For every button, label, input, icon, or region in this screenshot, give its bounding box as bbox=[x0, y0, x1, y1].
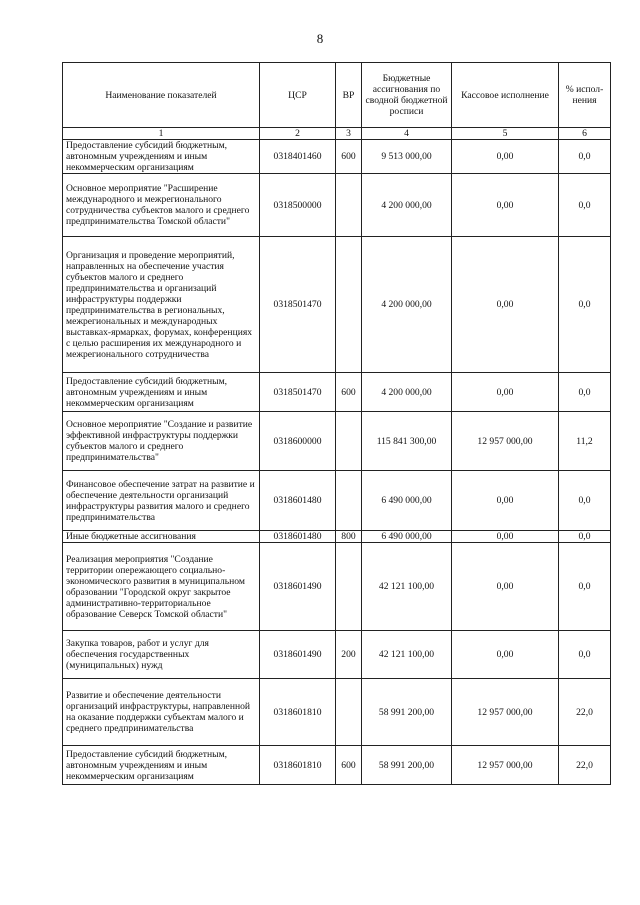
row-percent: 0,0 bbox=[559, 174, 611, 237]
row-percent: 0,0 bbox=[559, 631, 611, 679]
row-percent: 0,0 bbox=[559, 531, 611, 543]
row-csr: 0318601490 bbox=[260, 543, 336, 631]
table-row bbox=[63, 373, 611, 412]
row-csr: 0318601480 bbox=[260, 471, 336, 531]
row-vr: 200 bbox=[336, 631, 362, 679]
row-name: Предоставление субсидий бюджетным, автономным учреждениям и иным некоммерческим организациям bbox=[63, 373, 260, 412]
row-percent: 0,0 bbox=[559, 471, 611, 531]
table-row bbox=[63, 471, 611, 531]
header-cash: Кассовое исполнение bbox=[452, 63, 559, 128]
table-row bbox=[63, 543, 611, 631]
row-percent: 0,0 bbox=[559, 373, 611, 412]
header-budget: Бюджетные ассигнования по сводной бюджетной росписи bbox=[362, 63, 452, 128]
row-vr bbox=[336, 174, 362, 237]
row-vr: 600 bbox=[336, 140, 362, 174]
row-cash: 0,00 bbox=[452, 471, 559, 531]
row-cash: 0,00 bbox=[452, 237, 559, 373]
row-vr bbox=[336, 237, 362, 373]
row-percent: 22,0 bbox=[559, 746, 611, 785]
row-name: Основное мероприятие "Расширение международного и межрегионального сотрудничества субъектов малого и среднего предпринимательства Томской области" bbox=[63, 174, 260, 237]
row-vr bbox=[336, 543, 362, 631]
row-cash: 0,00 bbox=[452, 373, 559, 412]
column-number: 6 bbox=[559, 128, 611, 140]
row-csr: 0318600000 bbox=[260, 412, 336, 471]
row-vr: 600 bbox=[336, 373, 362, 412]
row-name: Предоставление субсидий бюджетным, автономным учреждениям и иным некоммерческим организациям bbox=[63, 746, 260, 785]
table-row bbox=[63, 237, 611, 373]
row-cash: 0,00 bbox=[452, 174, 559, 237]
row-budget: 4 200 000,00 bbox=[362, 174, 452, 237]
row-budget: 9 513 000,00 bbox=[362, 140, 452, 174]
row-csr: 0318601810 bbox=[260, 746, 336, 785]
row-cash: 12 957 000,00 bbox=[452, 412, 559, 471]
row-csr: 0318501470 bbox=[260, 373, 336, 412]
row-budget: 58 991 200,00 bbox=[362, 679, 452, 746]
header-vr: ВР bbox=[336, 63, 362, 128]
row-budget: 42 121 100,00 bbox=[362, 543, 452, 631]
column-number: 2 bbox=[260, 128, 336, 140]
table-row bbox=[63, 412, 611, 471]
row-cash: 0,00 bbox=[452, 543, 559, 631]
row-budget: 58 991 200,00 bbox=[362, 746, 452, 785]
row-cash: 0,00 bbox=[452, 631, 559, 679]
table-row bbox=[63, 140, 611, 174]
table-row bbox=[63, 174, 611, 237]
row-percent: 22,0 bbox=[559, 679, 611, 746]
row-csr: 0318601480 bbox=[260, 531, 336, 543]
row-budget: 115 841 300,00 bbox=[362, 412, 452, 471]
row-cash: 12 957 000,00 bbox=[452, 679, 559, 746]
table-row bbox=[63, 679, 611, 746]
row-csr: 0318601490 bbox=[260, 631, 336, 679]
row-name: Организация и проведение мероприятий, направленных на обеспечение участия субъектов малого и среднего предпринимательства и организаций инфраструктуры поддержки предпринимательства в региональных, межрегиональных и международных выставках-ярмарках, форумах, конференциях с целью расширения их международного и межрегионального сотрудничества bbox=[63, 237, 260, 373]
table-row bbox=[63, 746, 611, 785]
budget-table bbox=[62, 62, 611, 785]
row-csr: 0318501470 bbox=[260, 237, 336, 373]
header-name: Наименование показателей bbox=[63, 63, 260, 128]
row-vr: 800 bbox=[336, 531, 362, 543]
row-name: Реализация мероприятия "Создание территории опережающего социально-экономического развития в муниципальном образовании "Городской округ закрытое административно-территориальное образование Северск Томской области" bbox=[63, 543, 260, 631]
row-percent: 0,0 bbox=[559, 543, 611, 631]
row-vr bbox=[336, 679, 362, 746]
row-csr: 0318500000 bbox=[260, 174, 336, 237]
row-percent: 11,2 bbox=[559, 412, 611, 471]
header-percent: % испол-нения bbox=[559, 63, 611, 128]
row-percent: 0,0 bbox=[559, 237, 611, 373]
header-csr: ЦСР bbox=[260, 63, 336, 128]
row-vr bbox=[336, 471, 362, 531]
row-budget: 6 490 000,00 bbox=[362, 531, 452, 543]
table-row bbox=[63, 631, 611, 679]
page-number: 8 bbox=[316, 31, 324, 46]
row-name: Финансовое обеспечение затрат на развитие и обеспечение деятельности организаций инфраструктуры развития малого и среднего предпринимательства bbox=[63, 471, 260, 531]
row-name: Предоставление субсидий бюджетным, автономным учреждениям и иным некоммерческим организациям bbox=[63, 140, 260, 174]
row-cash: 0,00 bbox=[452, 140, 559, 174]
row-budget: 42 121 100,00 bbox=[362, 631, 452, 679]
column-number: 4 bbox=[362, 128, 452, 140]
row-budget: 4 200 000,00 bbox=[362, 237, 452, 373]
row-vr bbox=[336, 412, 362, 471]
row-vr: 600 bbox=[336, 746, 362, 785]
row-name: Закупка товаров, работ и услуг для обеспечения государственных (муниципальных) нужд bbox=[63, 631, 260, 679]
row-budget: 4 200 000,00 bbox=[362, 373, 452, 412]
row-cash: 12 957 000,00 bbox=[452, 746, 559, 785]
row-budget: 6 490 000,00 bbox=[362, 471, 452, 531]
row-cash: 0,00 bbox=[452, 531, 559, 543]
column-number: 3 bbox=[336, 128, 362, 140]
table-row bbox=[63, 531, 611, 543]
column-number: 5 bbox=[452, 128, 559, 140]
row-name: Иные бюджетные ассигнования bbox=[63, 531, 260, 543]
row-name: Развитие и обеспечение деятельности организаций инфраструктуры, направленной на оказание поддержки субъектам малого и среднего предпринимательства bbox=[63, 679, 260, 746]
row-percent: 0,0 bbox=[559, 140, 611, 174]
column-number: 1 bbox=[63, 128, 260, 140]
row-csr: 0318401460 bbox=[260, 140, 336, 174]
row-name: Основное мероприятие "Создание и развитие эффективной инфраструктуры поддержки субъектов малого и среднего предпринимательства" bbox=[63, 412, 260, 471]
row-csr: 0318601810 bbox=[260, 679, 336, 746]
